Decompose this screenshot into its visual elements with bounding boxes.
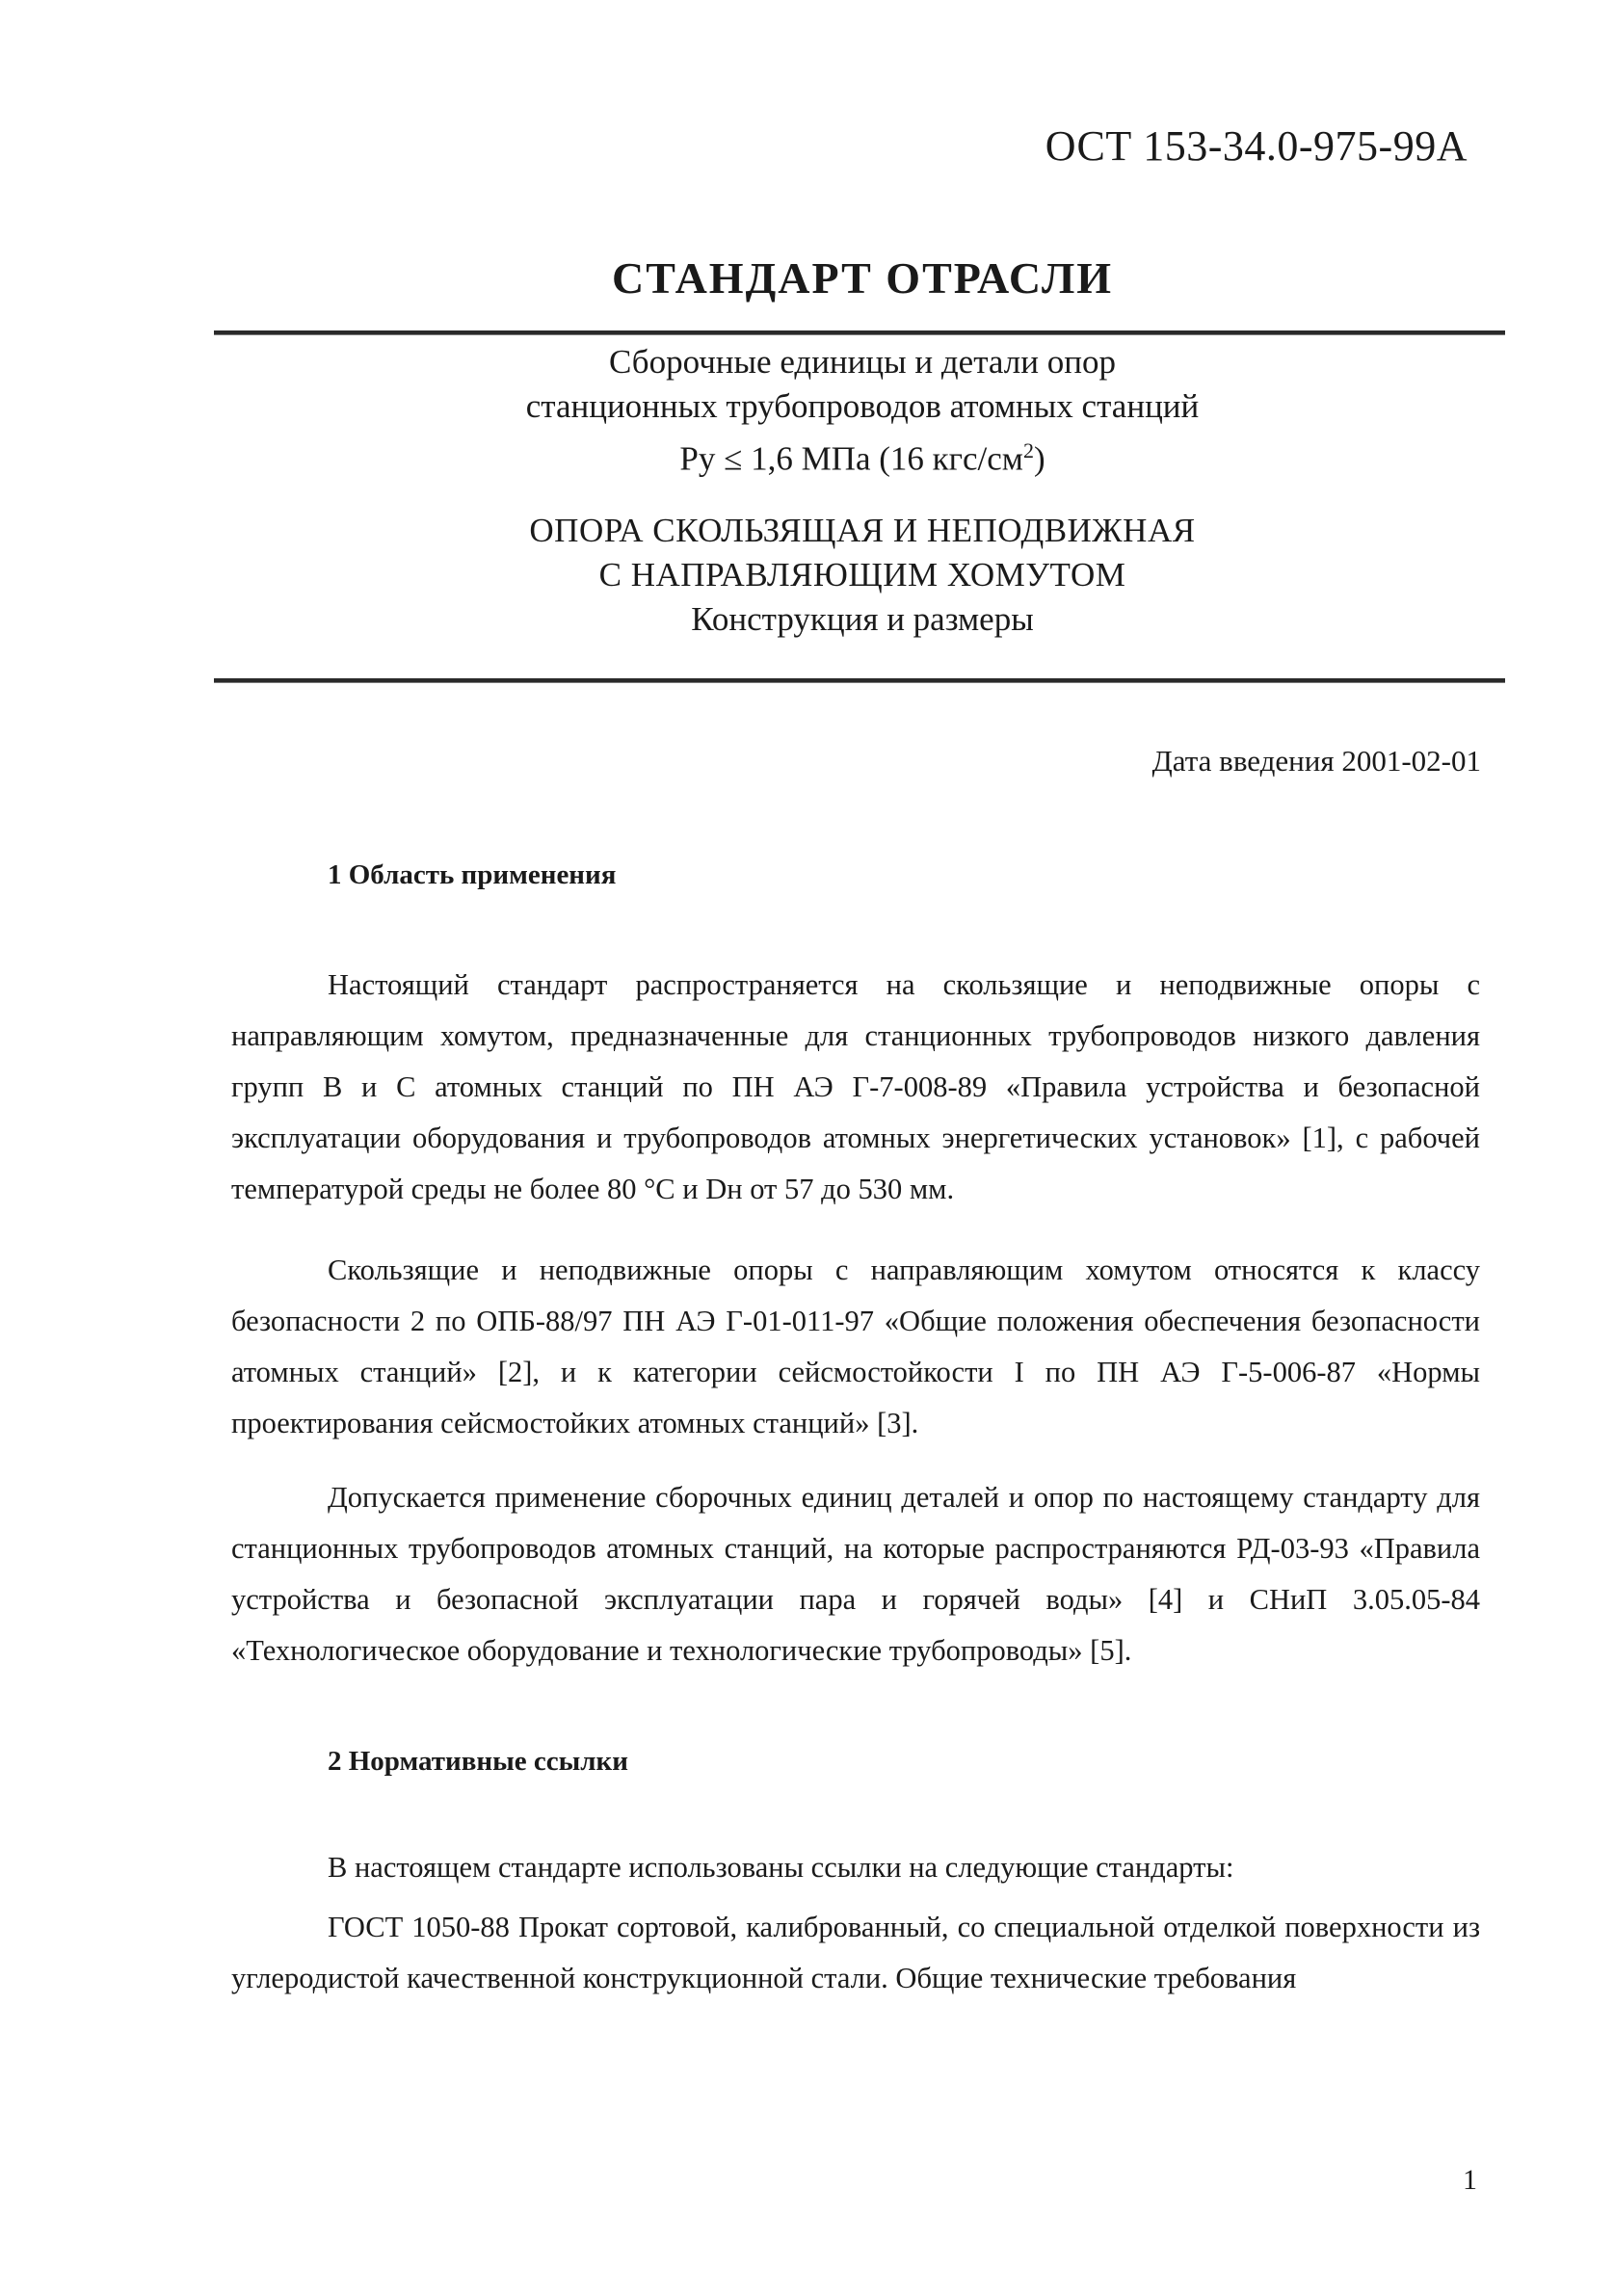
section-1-paragraph-3: Допускается применение сборочных единиц деталей и опор по настоящему стандарту для станционных трубопроводов атомных станций, на которые распространяются РД-03-93 «Правила устройства и безопасной эксплуатации пара и горячей воды» [4] и СНиП 3.05.05-84 «Технологическое оборудование и технологические трубопроводы» [5].	[231, 1481, 1480, 1667]
subtitle-line-2: станционных трубопроводов атомных станций	[525, 387, 1200, 425]
standard-title: СТАНДАРТ ОТРАСЛИ	[611, 253, 1114, 303]
pressure-superscript: 2	[1022, 438, 1034, 462]
section-1-paragraph-1: Настоящий стандарт распространяется на скользящие и неподвижные опоры с направляющим хомутом, предназначенные для станционных трубопроводов низкого давления групп В и С атомных станций по ПН АЭ Г-7-008-89 «Правила устройства и безопасной эксплуатации оборудования и трубопроводов атомных энергетических установок» [1], с рабочей температурой среды не более 80 °С и Dн от 57 до 530 мм.	[231, 968, 1480, 1205]
product-name-line-1: ОПОРА СКОЛЬЗЯЩАЯ И НЕПОДВИЖНАЯ	[529, 512, 1196, 549]
top-divider	[214, 330, 1505, 335]
subtitle-line-3	[0, 429, 1614, 482]
product-name-block	[0, 509, 1614, 642]
section-2-paragraph-1: В настоящем стандарте использованы ссылки на следующие стандарты:	[328, 1851, 1234, 1884]
pressure-text: Ру ≤ 1,6 МПа (16 кгс/см	[679, 439, 1023, 478]
subtitle-block	[0, 340, 1614, 482]
section-1-paragraph-2: Скользящие и неподвижные опоры с направляющим хомутом относятся к классу безопасности 2 по ОПБ-88/97 ПН АЭ Г-01-011-97 «Общие положения обеспечения безопасности атомных станций» [2], и к категории сейсмостойкости I по ПН АЭ Г-5-006-87 «Нормы проектирования сейсмостойких атомных станций» [3].	[231, 1254, 1480, 1439]
section-2-paragraph-2: ГОСТ 1050-88 Прокат сортовой, калиброванный, со специальной отделкой поверхности из углеродистой качественной конструкционной стали. Общие технические требования	[231, 1911, 1480, 1994]
product-name-line-2: С НАПРАВЛЯЮЩИМ ХОМУТОМ	[598, 556, 1126, 594]
pressure-close: )	[1033, 439, 1045, 478]
page-number: 1	[1463, 2164, 1477, 2196]
product-name-line-3: Конструкция и размеры	[691, 600, 1034, 638]
document-number: ОСТ 153-34.0-975-99А	[1045, 122, 1468, 170]
subtitle-line-1: Сборочные единицы и детали опор	[609, 343, 1116, 381]
bottom-divider	[214, 678, 1505, 683]
intro-date: Дата введения 2001-02-01	[1151, 744, 1481, 778]
section-2-heading: 2 Нормативные ссылки	[328, 1746, 628, 1777]
section-1-heading: 1 Область применения	[328, 859, 617, 890]
